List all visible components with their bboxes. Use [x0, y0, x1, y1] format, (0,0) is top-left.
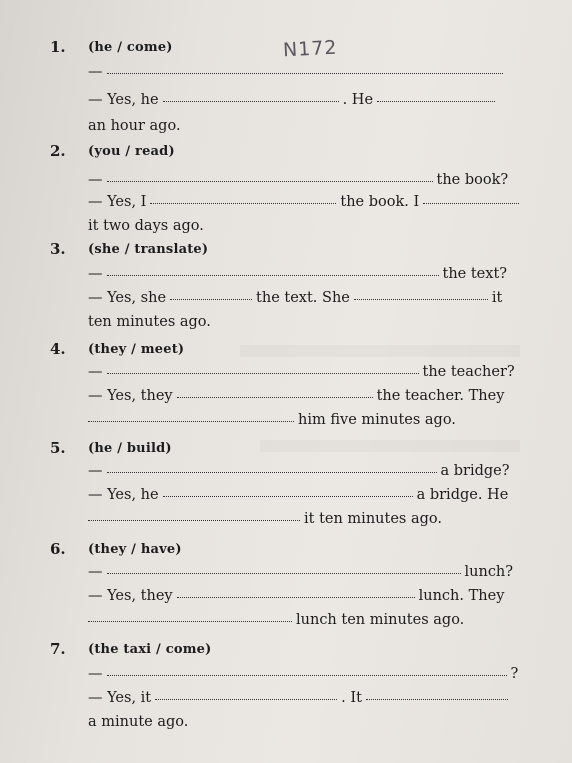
exercise-number: 1. — [50, 38, 66, 56]
exercise-number: 3. — [50, 240, 66, 258]
continuation-line — [88, 412, 456, 428]
blank[interactable] — [177, 397, 373, 398]
question-line — [88, 463, 510, 479]
question-end: the text? — [442, 266, 508, 282]
dash: — — [88, 463, 103, 479]
continuation-text: him five minutes ago. — [298, 412, 456, 428]
blank[interactable] — [163, 496, 413, 497]
blank[interactable] — [107, 573, 461, 574]
question-end: the teacher? — [422, 364, 515, 380]
dash: — — [88, 64, 103, 80]
answer-mid: a bridge. He — [416, 487, 509, 503]
continuation-line — [88, 511, 442, 527]
answer-mid: lunch. They — [418, 588, 505, 604]
answer-start: — Yes, I — [88, 194, 147, 210]
question-end: a bridge? — [440, 463, 510, 479]
answer-start: — Yes, it — [88, 690, 152, 706]
exercise-number: 2. — [50, 142, 66, 160]
exercise-number: 5. — [50, 439, 66, 457]
blank[interactable] — [107, 472, 437, 473]
exercise-hint: (the taxi / come) — [88, 642, 212, 657]
blank[interactable] — [354, 299, 488, 300]
question-line — [88, 64, 507, 80]
blank[interactable] — [377, 101, 495, 102]
blank[interactable] — [155, 699, 337, 700]
question-end: the book? — [436, 172, 509, 188]
exercise-hint: (he / come) — [88, 40, 173, 55]
continuation-line: a minute ago. — [88, 714, 189, 730]
question-end: ? — [510, 666, 519, 682]
question-line — [88, 364, 515, 380]
exercise-number: 4. — [50, 340, 66, 358]
exercise-number: 6. — [50, 540, 66, 558]
continuation-text: lunch ten minutes ago. — [296, 612, 465, 628]
answer-line — [88, 487, 508, 503]
answer-line — [88, 290, 502, 306]
exercise-hint: (she / translate) — [88, 242, 209, 257]
answer-start: — Yes, he — [88, 487, 159, 503]
answer-end: it — [491, 290, 503, 306]
handwritten-exercise-number: N172 — [282, 36, 339, 62]
blank[interactable] — [107, 275, 439, 276]
continuation-line: an hour ago. — [88, 118, 181, 134]
answer-mid: the text. She — [256, 290, 350, 306]
question-end: lunch? — [464, 564, 514, 580]
answer-start: — Yes, they — [88, 388, 173, 404]
blank[interactable] — [170, 299, 252, 300]
answer-line — [88, 194, 523, 210]
blank[interactable] — [107, 73, 503, 74]
answer-start: — Yes, he — [88, 92, 159, 108]
continuation-line: it two days ago. — [88, 218, 204, 234]
show-through-text — [240, 345, 520, 357]
blank[interactable] — [107, 373, 419, 374]
blank[interactable] — [88, 421, 294, 422]
answer-start: — Yes, they — [88, 588, 173, 604]
answer-mid: the teacher. They — [376, 388, 505, 404]
dash: — — [88, 666, 103, 682]
continuation-line: ten minutes ago. — [88, 314, 211, 330]
blank[interactable] — [366, 699, 508, 700]
answer-mid: the book. I — [340, 194, 420, 210]
blank[interactable] — [163, 101, 339, 102]
exercise-hint: (he / build) — [88, 441, 172, 456]
answer-mid: . It — [341, 690, 362, 706]
continuation-line — [88, 612, 464, 628]
blank[interactable] — [88, 520, 300, 521]
question-line — [88, 172, 508, 188]
dash: — — [88, 564, 103, 580]
show-through-text — [260, 440, 520, 452]
exercise-hint: (they / meet) — [88, 342, 185, 357]
exercise-number: 7. — [50, 640, 66, 658]
exercise-hint: (they / have) — [88, 542, 182, 557]
dash: — — [88, 266, 103, 282]
question-line — [88, 666, 518, 682]
blank[interactable] — [177, 597, 415, 598]
continuation-text: it ten minutes ago. — [304, 511, 442, 527]
blank[interactable] — [107, 675, 507, 676]
answer-line — [88, 92, 499, 108]
blank[interactable] — [88, 621, 292, 622]
answer-start: — Yes, she — [88, 290, 167, 306]
blank[interactable] — [423, 203, 519, 204]
question-line — [88, 564, 513, 580]
answer-line — [88, 588, 504, 604]
dash: — — [88, 364, 103, 380]
blank[interactable] — [107, 181, 433, 182]
question-line — [88, 266, 507, 282]
answer-line — [88, 690, 512, 706]
dash: — — [88, 172, 103, 188]
blank[interactable] — [150, 203, 336, 204]
answer-mid: . He — [342, 92, 374, 108]
answer-line — [88, 388, 504, 404]
exercise-hint: (you / read) — [88, 144, 175, 159]
